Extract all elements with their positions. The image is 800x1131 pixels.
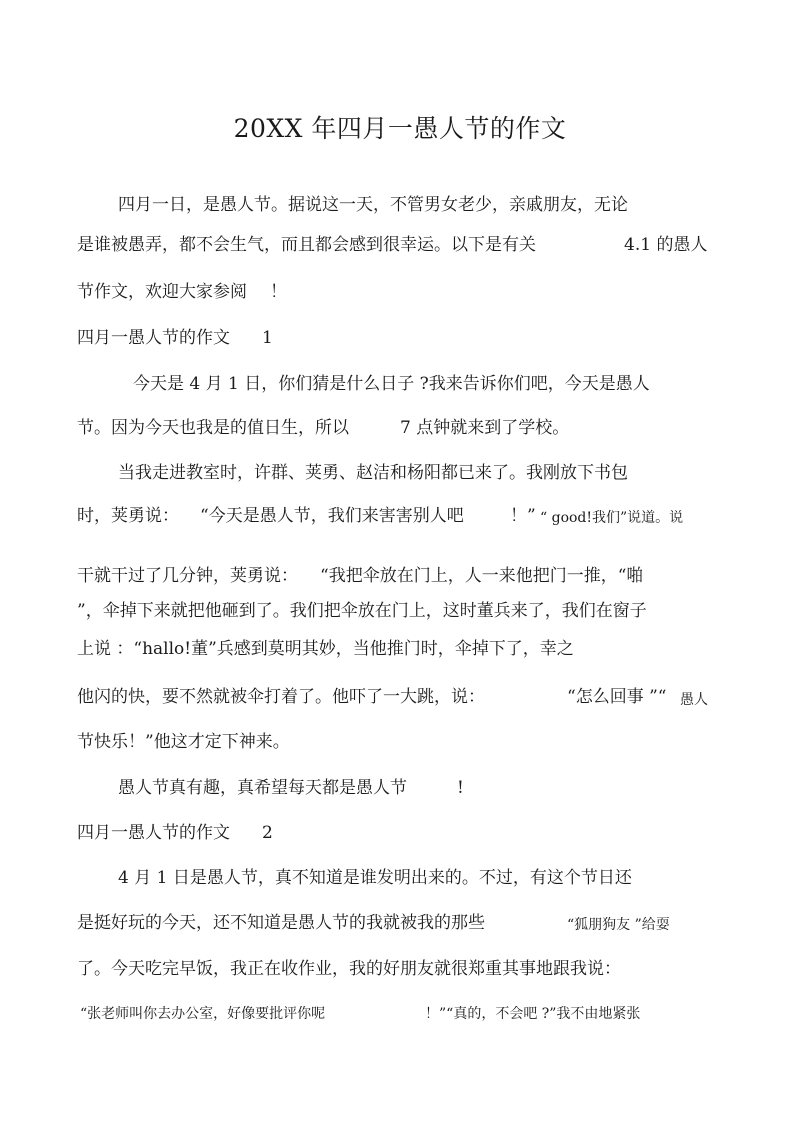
text-line: 是挺好玩的今天，还不知道是愚人节的我就被我的那些: [77, 913, 485, 933]
text-line: “今天是愚人节，我们来害害别人吧: [200, 506, 464, 526]
section-heading: 四月一愚人节的作文: [77, 823, 230, 843]
text-line: 时，荚勇说：: [77, 506, 179, 526]
text-line: “张老师叫你去办公室，好像要批评你呢: [80, 1006, 326, 1022]
text-line: 当我走进教室时，许群、荚勇、赵洁和杨阳都已来了。我刚放下书包: [118, 463, 628, 483]
text-line: 节。因为今天也我是的值日生，所以: [77, 418, 349, 438]
text-line: 愚人节真有趣，真希望每天都是愚人节: [118, 778, 407, 798]
text-line: ！: [270, 282, 287, 302]
text-line: “狐朋狗友 ”给耍: [567, 917, 670, 933]
text-line: 4.1 的愚人: [624, 235, 708, 255]
text-line: ”，伞掉下来就把他砸到了。我们把伞放在门上，这时董兵来了，我们在窗子: [77, 601, 647, 621]
text-line: 节快乐！”他这才定下神来。: [77, 732, 290, 752]
text-line: “ good!我们”说道。说: [540, 510, 684, 526]
text-line: 四月一日，是愚人节。据说这一天，不管男女老少，亲戚朋友，无论: [118, 195, 628, 215]
text-line: 愚人: [680, 692, 708, 708]
text-line: “怎么回事 ”“: [567, 687, 667, 707]
section-heading: 四月一愚人节的作文: [77, 328, 230, 348]
text-line: 上说 ：“hallo!董”兵感到莫明其妙，当他推门时，伞掉下了，幸之: [77, 639, 574, 659]
text-line: 是谁被愚弄，都不会生气，而且都会感到很幸运。以下是有关: [77, 235, 536, 255]
text-line: 今天是 4 月 1 日，你们猜是什么日子 ?我来告诉你们吧，今天是愚人: [133, 374, 650, 394]
section-number: 1: [262, 328, 273, 348]
section-number: 2: [262, 823, 273, 843]
text-line: 他闪的快，要不然就被伞打着了。他吓了一大跳，说：: [77, 687, 485, 707]
document-title: 20XX 年四月一愚人节的作文: [233, 114, 567, 143]
text-line: 4 月 1 日是愚人节，真不知道是谁发明出来的。不过，有这个节日还: [118, 868, 632, 888]
text-line: ！”“真的，不会吧 ?”我不由地紧张: [425, 1006, 641, 1022]
text-line: 7 点钟就来到了学校。: [400, 418, 570, 438]
text-line: ！”: [510, 506, 536, 526]
text-line: 节作文，欢迎大家参阅: [77, 282, 247, 302]
text-line: 了。今天吃完早饭，我正在收作业，我的好朋友就很郑重其事地跟我说：: [77, 959, 621, 979]
text-line: !: [457, 778, 464, 798]
text-line: 干就干过了几分钟，荚勇说：: [77, 566, 298, 586]
text-line: “我把伞放在门上，人一来他把门一推，“啪: [320, 566, 644, 586]
